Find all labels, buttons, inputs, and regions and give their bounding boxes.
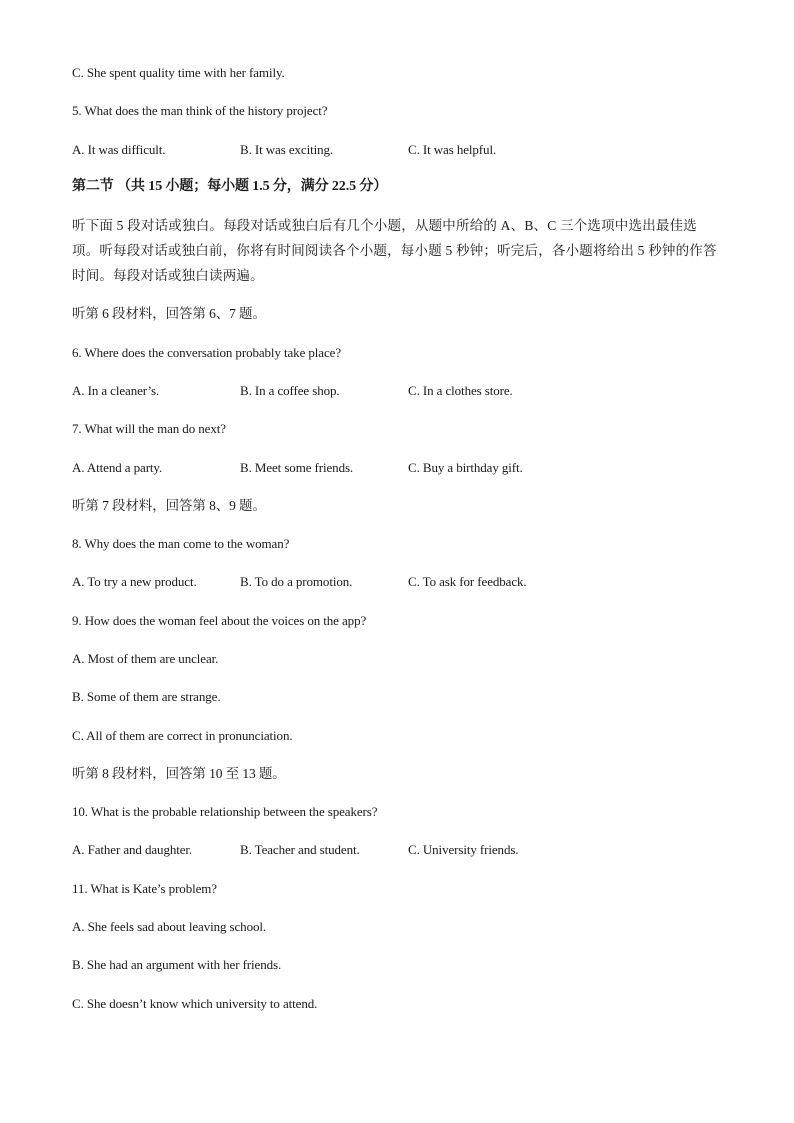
question-5: 5. What does the man think of the history project? bbox=[72, 103, 328, 118]
question-10: 10. What is the probable relationship between the speakers? bbox=[72, 804, 378, 819]
question-9: 9. How does the woman feel about the voices on the app? bbox=[72, 613, 367, 628]
q11-option-b: B. She had an argument with her friends. bbox=[72, 957, 282, 972]
question-11: 11. What is Kate’s problem? bbox=[72, 881, 217, 896]
q6-option-c: C. In a clothes store. bbox=[408, 383, 513, 398]
q8-option-a: A. To try a new product. bbox=[72, 574, 197, 589]
q9-option-c: C. All of them are correct in pronunciation. bbox=[72, 728, 293, 743]
q9-option-a: A. Most of them are unclear. bbox=[72, 651, 219, 666]
q9-option-b: B. Some of them are strange. bbox=[72, 689, 221, 704]
q5-option-b: B. It was exciting. bbox=[240, 142, 334, 157]
q6-option-a: A. In a cleaner’s. bbox=[72, 383, 160, 398]
q8-option-c: C. To ask for feedback. bbox=[408, 574, 527, 589]
q8-option-b: B. To do a promotion. bbox=[240, 574, 353, 589]
segment-6-heading: 听第 6 段材料，回答第 6、7 题。 bbox=[72, 306, 266, 321]
q10-option-a: A. Father and daughter. bbox=[72, 842, 193, 857]
q11-option-c: C. She doesn’t know which university to attend. bbox=[72, 996, 318, 1011]
q10-option-b: B. Teacher and student. bbox=[240, 842, 360, 857]
instructions: 听下面 5 段对话或独白。每段对话或独白后有几个小题，从题中所给的 A、B、C 三个选项中选出最佳选项。听每段对话或独白前，你将有时间阅读各个小题，每小题 5 秒钟；听完后，各小题将给出 5 秒钟的作答时间。每段对话或独白读两遍。 bbox=[72, 218, 717, 283]
q5-option-c: C. It was helpful. bbox=[408, 142, 497, 157]
q7-option-b: B. Meet some friends. bbox=[240, 460, 354, 475]
section-header: 第二节 （共 15 小题；每小题 1.5 分，满分 22.5 分） bbox=[72, 179, 388, 194]
question-6: 6. Where does the conversation probably take place? bbox=[72, 345, 341, 360]
q10-option-c: C. University friends. bbox=[408, 842, 519, 857]
q5-option-a: A. It was difficult. bbox=[72, 142, 166, 157]
question-7: 7. What will the man do next? bbox=[72, 421, 226, 436]
q11-option-a: A. She feels sad about leaving school. bbox=[72, 919, 267, 934]
q7-option-a: A. Attend a party. bbox=[72, 460, 163, 475]
question-8: 8. Why does the man come to the woman? bbox=[72, 536, 290, 551]
q4-option-c: C. She spent quality time with her family. bbox=[72, 65, 285, 80]
segment-8-heading: 听第 8 段材料，回答第 10 至 13 题。 bbox=[72, 766, 286, 781]
segment-7-heading: 听第 7 段材料，回答第 8、9 题。 bbox=[72, 498, 266, 513]
q6-option-b: B. In a coffee shop. bbox=[240, 383, 340, 398]
q7-option-c: C. Buy a birthday gift. bbox=[408, 460, 523, 475]
